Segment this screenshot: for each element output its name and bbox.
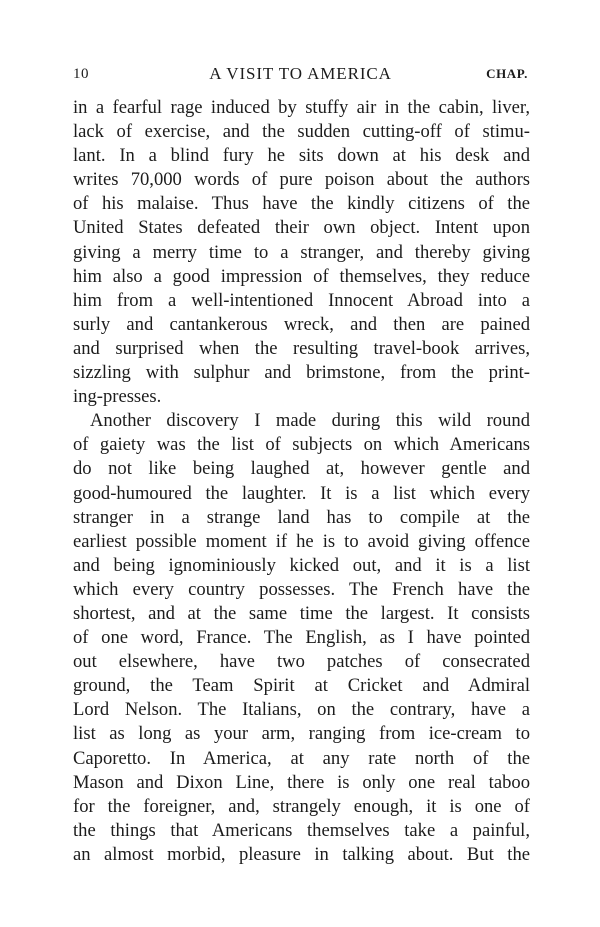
text-line: shortest, and at the same time the largest. It consists [73, 602, 530, 624]
text-line: list as long as your arm, ranging from ice-cream to [73, 723, 530, 745]
text-line: earliest possible moment if he is to avoid giving offence [73, 530, 530, 552]
text-line: good-humoured the laughter. It is a list which every [73, 482, 530, 504]
text-line: Lord Nelson. The Italians, on the contrary, have a [73, 699, 530, 721]
body-text [73, 96, 530, 867]
text-line: him also a good impression of themselves, they reduce [73, 265, 530, 287]
text-line: which every country possesses. The French have the [73, 578, 530, 600]
running-head [73, 64, 528, 86]
text-line: of his malaise. Thus have the kindly citizens of the [73, 193, 530, 215]
text-line: writes 70,000 words of pure poison about the authors [73, 169, 530, 191]
text-line: United States defeated their own object. Intent upon [73, 217, 530, 239]
text-line: Mason and Dixon Line, there is only one real taboo [73, 771, 530, 793]
text-line: Another discovery I made during this wild round [90, 410, 530, 432]
text-line: giving a merry time to a stranger, and thereby giving [73, 241, 530, 263]
chapter-label: CHAP. [486, 66, 528, 81]
text-line: for the foreigner, and, strangely enough, it is one of [73, 795, 530, 817]
text-line: of one word, France. The English, as I have pointed [73, 627, 530, 649]
text-line: and being ignominiously kicked out, and it is a list [73, 554, 530, 576]
text-line: surly and cantankerous wreck, and then are pained [73, 313, 530, 335]
text-line: lant. In a blind fury he sits down at his desk and [73, 145, 530, 167]
running-title: A VISIT TO AMERICA [209, 64, 392, 83]
page-number: 10 [73, 66, 89, 82]
text-line: in a fearful rage induced by stuffy air in the cabin, liver, [73, 97, 530, 118]
text-line: do not like being laughed at, however gentle and [73, 458, 530, 480]
text-line: out elsewhere, have two patches of consecrated [73, 651, 530, 673]
text-line: of gaiety was the list of subjects on which Americans [73, 434, 530, 456]
text-line: and surprised when the resulting travel-book arrives, [73, 337, 530, 359]
text-line: lack of exercise, and the sudden cutting-off of stimu- [73, 121, 530, 143]
text-line: him from a well-intentioned Innocent Abroad into a [73, 289, 530, 311]
text-line: stranger in a strange land has to compile at the [73, 506, 530, 528]
text-line: ing-presses. [73, 386, 162, 408]
text-line: an almost morbid, pleasure in talking about. But the [73, 843, 530, 865]
text-line: ground, the Team Spirit at Cricket and Admiral [73, 675, 530, 697]
text-line: the things that Americans themselves take a painful, [73, 819, 530, 841]
text-line: sizzling with sulphur and brimstone, from the print- [73, 362, 530, 384]
text-line: Caporetto. In America, at any rate north of the [73, 747, 530, 769]
